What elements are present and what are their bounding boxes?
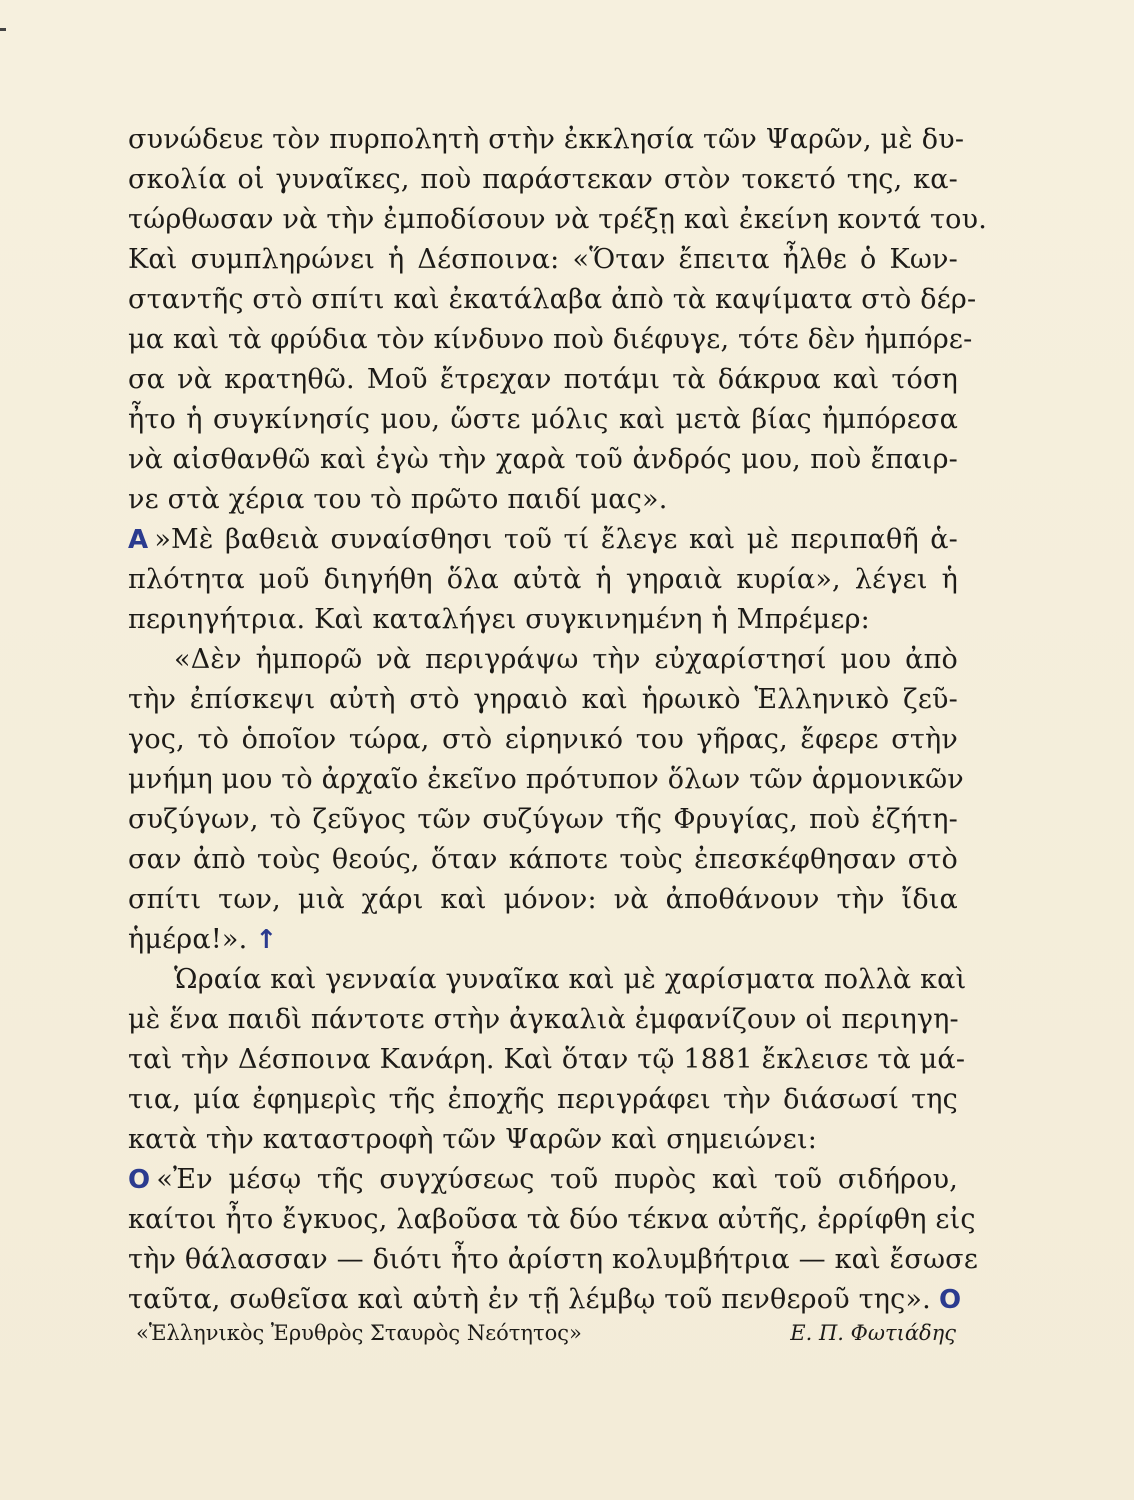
text-line: σαν ἀπὸ τοὺς θεούς, ὅταν κάποτε τοὺς ἐπεσκέφθησαν στὸ — [128, 844, 958, 875]
text-line: ἦτο ἡ συγκίνησίς μου, ὥστε μόλις καὶ μετὰ βίας ἠμπόρεσα — [128, 404, 958, 435]
text-line: τὴν θάλασσαν — διότι ἦτο ἀρίστη κολυμβήτρια — καὶ ἔσωσε — [128, 1244, 979, 1275]
text-line: «Δὲν ἠμπορῶ νὰ περιγράψω τὴν εὐχαρίστησί μου ἀπὸ — [174, 644, 958, 675]
text-line: συνώδευε τὸν πυρπολητὴ στὴν ἐκκλησία τῶν Ψαρῶν, μὲ δυ- — [128, 124, 965, 155]
text-line: σπίτι των, μιὰ χάρι καὶ μόνον: νὰ ἀποθάνουν τὴν ἴδια — [128, 884, 958, 915]
text-line: τια, μία ἐφημερὶς τῆς ἐποχῆς περιγράφει τὴν διάσωσί της — [128, 1084, 958, 1115]
text-line-content: ἡμέρα!». — [128, 924, 248, 955]
text-line: καίτοι ἦτο ἔγκυος, λαβοῦσα τὰ δύο τέκνα αὐτῆς, ἐρρίφθη εἰς — [128, 1204, 976, 1235]
text-line: μνήμη μου τὸ ἀρχαῖο ἐκεῖνο πρότυπον ὅλων τῶν ἁρμονικῶν — [128, 764, 964, 795]
text-line: ταὶ τὴν Δέσποινα Κανάρη. Καὶ ὅταν τῷ 1881 ἔκλεισε τὰ μά- — [128, 1044, 966, 1075]
text-line: Καὶ συμπληρώνει ἡ Δέσποινα: «Ὅταν ἔπειτα ἦλθε ὁ Κων- — [128, 244, 958, 275]
text-line: σα νὰ κρατηθῶ. Μοῦ ἔτρεχαν ποτάμι τὰ δάκρυα καὶ τόση — [128, 364, 958, 395]
text-line: σταντῆς στὸ σπίτι καὶ ἐκατάλαβα ἀπὸ τὰ καψίματα στὸ δέρ- — [128, 284, 977, 315]
text-line: περιηγήτρια. Καὶ καταλήγει συγκινημένη ἡ Μπρέμερ: — [128, 604, 870, 635]
text-line — [128, 520, 958, 560]
text-line — [128, 1160, 958, 1200]
annotation-mark-o-end: O — [938, 1285, 962, 1315]
text-line-content: »Μὲ βαθειὰ συναίσθησι τοῦ τί ἔλεγε καὶ μὲ περιπαθῆ ἁ- — [154, 524, 958, 555]
body-text — [128, 120, 987, 1320]
text-line: μα καὶ τὰ φρύδια τὸν κίνδυνο ποὺ διέφυγε, τότε δὲν ἠμπόρε- — [128, 324, 973, 355]
text-line-content: «Ἐν μέσῳ τῆς συγχύσεως τοῦ πυρὸς καὶ τοῦ σιδήρου, — [156, 1164, 958, 1195]
text-line: τὴν ἐπίσκεψι αὐτὴ στὸ γηραιὸ καὶ ἡρωικὸ Ἑλληνικὸ ζεῦ- — [128, 684, 958, 715]
footer-author: Ε. Π. Φωτιάδης — [790, 1321, 956, 1345]
text-line: τώρθωσαν νὰ τὴν ἐμποδίσουν νὰ τρέξῃ καὶ ἐκείνη κοντά του. — [128, 204, 987, 235]
text-line — [128, 920, 958, 960]
text-line: νε στὰ χέρια του τὸ πρῶτο παιδί μας». — [128, 484, 668, 515]
text-line: Ὡραία καὶ γενναία γυναῖκα καὶ μὲ χαρίσματα πολλὰ καὶ — [174, 964, 967, 995]
annotation-mark-o-start: O — [128, 1165, 151, 1195]
text-line: πλότητα μοῦ διηγήθη ὅλα αὐτὰ ἡ γηραιὰ κυρία», λέγει ἡ — [128, 564, 958, 595]
text-line: συζύγων, τὸ ζεῦγος τῶν συζύγων τῆς Φρυγίας, ποὺ ἐζήτη- — [128, 804, 958, 835]
text-line-content: ταῦτα, σωθεῖσα καὶ αὐτὴ ἐν τῇ λέμβῳ τοῦ πενθεροῦ της». — [128, 1284, 931, 1315]
text-line — [128, 1280, 962, 1320]
page-edge-mark — [0, 28, 6, 31]
annotation-mark-a: A — [128, 525, 149, 555]
text-line: σκολία οἱ γυναῖκες, ποὺ παράστεκαν στὸν τοκετό της, κα- — [128, 164, 958, 195]
text-line: μὲ ἕνα παιδὶ πάντοτε στὴν ἀγκαλιὰ ἐμφανίζουν οἱ περιηγη- — [128, 1004, 959, 1035]
text-line: νὰ αἰσθανθῶ καὶ ἐγὼ τὴν χαρὰ τοῦ ἀνδρός μου, ποὺ ἔπαιρ- — [128, 444, 958, 475]
footer-source: «Ἑλληνικὸς Ἐρυθρὸς Σταυρὸς Νεότητος» — [136, 1321, 582, 1345]
footer — [136, 1318, 956, 1348]
text-line: γος, τὸ ὁποῖον τώρα, στὸ εἰρηνικό του γῆρας, ἔφερε στὴν — [128, 724, 958, 755]
annotation-mark-arrow: ↑ — [255, 925, 278, 955]
text-line: κατὰ τὴν καταστροφὴ τῶν Ψαρῶν καὶ σημειώνει: — [128, 1124, 818, 1155]
